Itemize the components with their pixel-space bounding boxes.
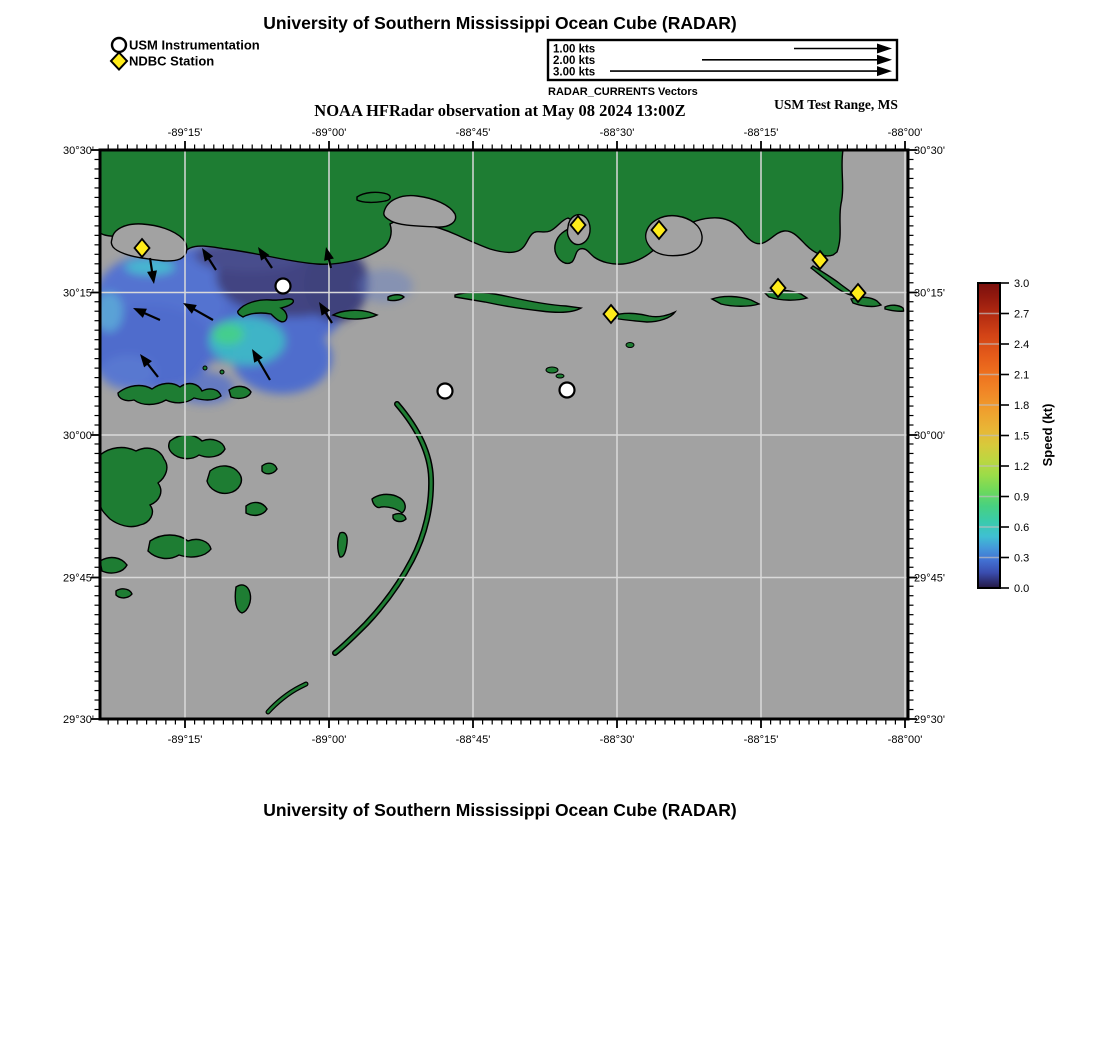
lon-label-bottom: -88°15' [743, 734, 779, 746]
usm-instrument-marker[interactable] [438, 384, 453, 399]
vector-head [877, 55, 892, 65]
scale-arrows [610, 44, 892, 77]
vector-scale-box [548, 40, 897, 80]
lat-label-left: 30°15' [63, 287, 94, 300]
usm-instrument-marker[interactable] [560, 383, 575, 398]
islet [556, 374, 564, 378]
map-subtitle: NOAA HFRadar observation at May 08 2024 13:00Z [314, 101, 686, 120]
lon-label-bottom: -88°30' [599, 734, 635, 746]
islet [203, 366, 207, 370]
colorbar-tick-label: 2.7 [1014, 308, 1030, 321]
lon-label-top: -89°15' [167, 127, 203, 139]
bay-water [646, 216, 702, 256]
colorbar-tick-label: 0.9 [1014, 491, 1030, 504]
scale-label-3kt: 3.00 kts [553, 66, 596, 79]
lon-label-bottom: -89°00' [311, 734, 347, 746]
colorbar [978, 278, 1055, 595]
lon-label-top: -88°15' [743, 127, 779, 139]
legend [111, 38, 260, 70]
lat-label-left: 29°30' [63, 714, 94, 726]
islet [546, 367, 558, 373]
legend-label-usm: USM Instrumentation [129, 37, 260, 53]
colorbar-tick-label: 1.5 [1014, 430, 1030, 443]
colorbar-tick-label: 2.1 [1014, 369, 1030, 382]
land-polygon [357, 192, 390, 202]
lat-label-right: 30°30' [914, 145, 945, 157]
lat-label-left: 30°30' [63, 145, 94, 157]
colorbar-tick-label: 1.2 [1014, 461, 1030, 473]
lat-label-right: 29°30' [914, 714, 945, 726]
vector-head [877, 44, 892, 54]
ndbc-station-legend-icon [111, 53, 127, 70]
speed-patch [212, 323, 244, 345]
land-polygon [262, 463, 277, 474]
lon-label-top: -89°00' [311, 127, 347, 139]
islet [626, 343, 634, 348]
colorbar-tick-label: 0.0 [1014, 583, 1030, 595]
lon-label-top: -88°45' [455, 127, 491, 139]
lat-label-left: 29°45' [63, 572, 94, 585]
land-polygon [393, 514, 406, 522]
colorbar-tick-label: 1.8 [1014, 400, 1030, 412]
colorbar-tick-label: 0.6 [1014, 522, 1030, 534]
land-polygon [116, 589, 132, 598]
page-title: University of Southern Mississippi Ocean Cube (RADAR) [263, 13, 737, 33]
vector-head [877, 66, 892, 76]
colorbar-tick-label: 3.0 [1014, 278, 1030, 290]
land-polygon [229, 386, 251, 398]
lon-label-bottom: -88°45' [455, 734, 491, 746]
lat-label-right: 30°00' [914, 430, 945, 442]
speed-patch [357, 269, 413, 303]
islet [220, 370, 224, 374]
lat-label-left: 30°00' [63, 430, 94, 442]
lon-label-top: -88°00' [887, 127, 923, 139]
colorbar-tick-label: 0.3 [1014, 552, 1030, 565]
lon-label-top: -88°30' [599, 127, 635, 139]
lat-label-right: 30°15' [914, 287, 945, 300]
lon-label-bottom: -88°00' [887, 734, 923, 746]
scale-label-2kt: 2.00 kts [553, 55, 596, 67]
colorbar-tick-label: 2.4 [1014, 339, 1030, 351]
land-polygon [246, 502, 267, 515]
usm-instrumentation-legend-icon [112, 38, 126, 52]
lon-label-bottom: -89°15' [167, 734, 203, 746]
vectors-caption: RADAR_CURRENTS Vectors [548, 86, 698, 98]
lat-label-right: 29°45' [914, 572, 945, 585]
scale-label-1kt: 1.00 kts [553, 43, 596, 56]
footer-title: University of Southern Mississippi Ocean Cube (RADAR) [263, 800, 737, 820]
colorbar-title: Speed (kt) [1040, 403, 1055, 467]
legend-label-ndbc: NDBC Station [129, 53, 215, 69]
test-range-label: USM Test Range, MS [774, 97, 898, 112]
usm-instrument-marker[interactable] [276, 279, 291, 294]
land-polygon [207, 466, 241, 493]
land-polygon [885, 305, 904, 311]
